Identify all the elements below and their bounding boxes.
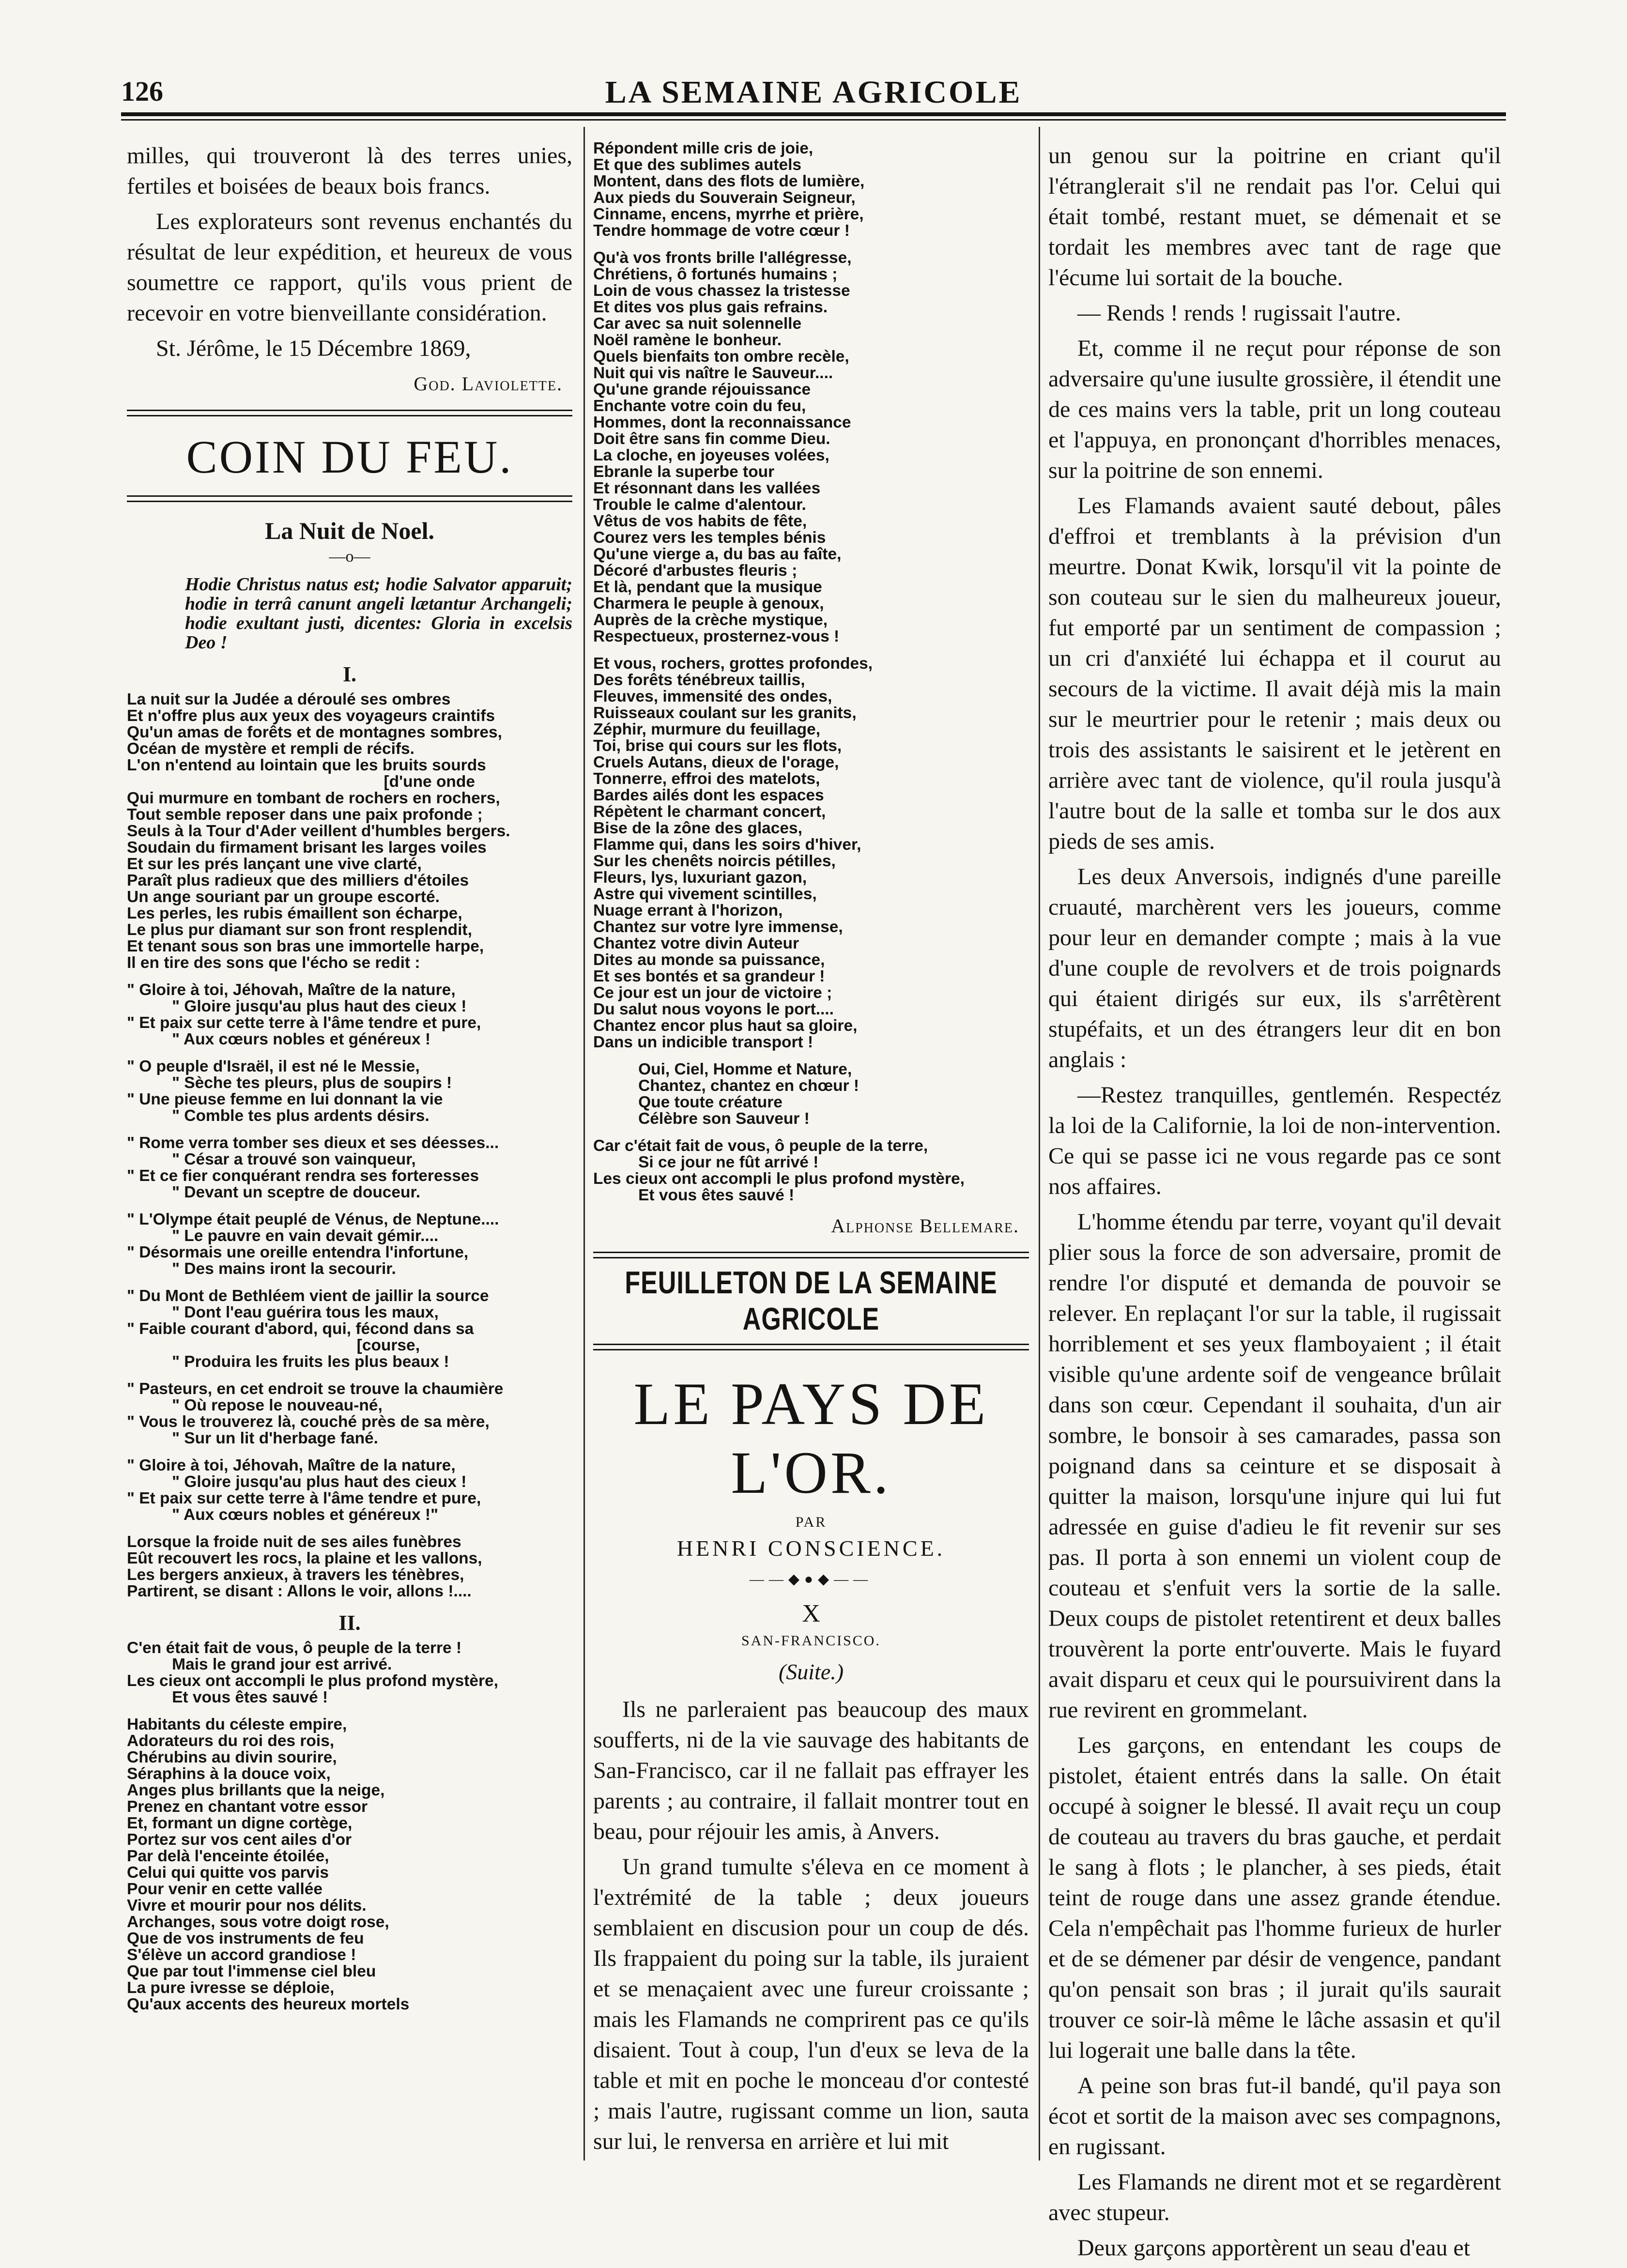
stanza: Qu'à vos fronts brille l'allégresse, Chrétiens, ô fortunés humains ; Loin de vous chassez la tristesse Et dites vos plus gais refrains. Car avec sa nuit solennelle Noël ramène le bonheur. Quels bienfaits ton ombre recèle, Nuit qui vis naître le Sauveur.... Qu'une grande réjouissance Enchante votre coin du feu, Hommes, dont la reconnaissance Doit être sans fin comme Dieu. La cloche, en joyeuses volées, Ebranle la superbe tour Et résonnant dans les vallées Trouble le calme d'alentour. Vêtus de vos habits de fête, Courez vers les temples bénis Qu'une vierge a, du bas au faîte, Décoré d'arbustes fleuris ; Et là, pendant que la musique Charmera le peuple à genoux, Auprès de la crèche mystique, Respectueux, prosternez-vous ! bbox=[593, 249, 852, 645]
novel-paragraph: Ils ne parleraient pas beaucoup des maux soufferts, ni de la vie sauvage des habitants de San-Francisco, car il ne fallait pas effrayer les parents ; au contraire, il fallait montrer tout en beau, pour réjouir les amis, à Anvers. bbox=[593, 1697, 1029, 1844]
intro-paragraph: milles, qui trouveront là des terres unies, fertiles et boisées de beaux bois francs. bbox=[127, 143, 572, 199]
stanza: " Du Mont de Bethléem vient de jaillir la source " Dont l'eau guérira tous les maux, " Faible courant d'abord, qui, fécond dans sa [course, " Produira les fruits les plus beaux ! bbox=[127, 1287, 489, 1371]
section-separator bbox=[593, 1344, 1029, 1350]
column-2 bbox=[593, 140, 1029, 2161]
stanza: La nuit sur la Judée a déroulé ses ombres Et n'offre plus aux yeux des voyageurs craintifs Qu'un amas de forêts et de montagnes sombres, Océan de mystère et rempli de récifs. L'on n'entend au lointain que les bruits sourds [d'une onde Qui murmure en tombant de rochers en rochers, Tout semble reposer dans une paix profonde ; Seuls à la Tour d'Ader veillent d'humbles bergers. Soudain du firmament brisant les larges voiles Et sur les prés lançant une vive clarté, Paraît plus radieux que des milliers d'étoiles Un ange souriant par un groupe escorté. Les perles, les rubis émaillent son écharpe, Le plus pur diamant sur son front resplendit, Et tenant sous son bras une immortelle harpe, Il en tire des sons que l'écho se redit : bbox=[127, 690, 510, 972]
stanza: Lorsque la froide nuit de ses ailes funèbres Eût recouvert les rocs, la plaine et les vallons, Les bergers anxieux, à travers les ténèbres, Partirent, se disant : Allons le voir, allons !.... bbox=[127, 1533, 482, 1600]
signature: God. Laviolette. bbox=[414, 373, 563, 395]
continuation-note: (Suite.) bbox=[778, 1659, 844, 1684]
signature: Alphonse Bellemare. bbox=[831, 1215, 1019, 1237]
page-header bbox=[121, 70, 1506, 119]
novel-paragraph: —Restez tranquilles, gentlemén. Respectéz la loi de la Californie, la loi de non-intervention. Ce qui se passe ici ne vous regarde pas ce sont nos affaires. bbox=[1048, 1082, 1501, 1199]
by-line: PAR bbox=[795, 1514, 827, 1530]
intro-dateline: St. Jérôme, le 15 Décembre 1869, bbox=[156, 336, 471, 361]
chapter-place: SAN-FRANCISCO. bbox=[741, 1633, 881, 1649]
stanza: Et vous, rochers, grottes profondes, Des forêts ténébreux taillis, Fleuves, immensité des ondes, Ruisseaux coulant sur les granits, Zéphir, murmure du feuillage, Toi, brise qui cours sur les flots, Cruels Autans, dieux de l'orage, Tonnerre, effroi des matelots, Bardes ailés dont les espaces Répètent le charmant concert, Bise de la zône des glaces, Flamme qui, dans les soirs d'hiver, Sur les chenêts noircis pétilles, Fleurs, lys, luxuriant gazon, Astre qui vivement scintilles, Nuage errant à l'horizon, Chantez sur votre lyre immense, Chantez votre divin Auteur Dites au monde sa puissance, Et ses bontés et sa grandeur ! Ce jour est un jour de victoire ; Du salut nous voyons le port.... Chantez encor plus haut sa gloire, Dans un indicible transport ! bbox=[593, 655, 873, 1051]
stanza: " Gloire à toi, Jéhovah, Maître de la nature, " Gloire jusqu'au plus haut des cieux ! " Et paix sur cette terre à l'âme tendre et pure, " Aux cœurs nobles et généreux !" bbox=[127, 1456, 481, 1524]
section-separator bbox=[127, 410, 572, 416]
stanza: Oui, Ciel, Homme et Nature, Chantez, chantez en chœur ! Que toute créature Célèbre son Sauveur ! bbox=[638, 1060, 860, 1128]
section-separator bbox=[593, 1252, 1029, 1258]
novel-paragraph: Les deux Anversois, indignés d'une pareille cruauté, marchèrent vers les joueurs, comme pour leur en demander compte ; mais à la vue d'une couple de revolvers et de trois poignards qui étaient dirigés sur eux, ils s'arrêtèrent stupéfaits, et un des étrangers leur dit en bon anglais : bbox=[1048, 864, 1501, 1073]
column-3 bbox=[1048, 140, 1501, 2268]
novel-paragraph: Et, comme il ne reçut pour réponse de son adversaire qu'une iusulte grossière, il étendit une de ces mains vers la table, prit un long couteau et l'appuya, en prononçant d'horribles menaces, sur la poitrine de son ennemi. bbox=[1048, 336, 1501, 483]
column-divider-2 bbox=[1039, 127, 1040, 2161]
stanza: " Rome verra tomber ses dieux et ses déesses... " César a trouvé son vainqueur, " Et ce fier conquérant rendra ses forteresses " Devant un sceptre de douceur. bbox=[127, 1134, 499, 1201]
header-rule bbox=[121, 112, 1506, 116]
novel-paragraph: Les garçons, en entendant les coups de pistolet, étaient entrés dans la salle. On était occupé à soigner le blessé. Il avait reçu un coup de couteau au travers du bras gauche, et perdait le sang à flots ; le plancher, à ses pieds, était teint de rouge dans une assez grande étendue. Cela n'empêchait pas l'homme furieux de hurler et de se démener par désir de vengence, pandant qu'on pensait son bras ; il jurait qu'ils saurait trouver ce soir-là même le lâche assasin et qu'il lui logerait une balle dans la tête. bbox=[1048, 1732, 1501, 2063]
novel-paragraph: Deux garçons apportèrent un seau d'eau et bbox=[1077, 2235, 1470, 2261]
stanza: " Gloire à toi, Jéhovah, Maître de la nature, " Gloire jusqu'au plus haut des cieux ! " Et paix sur cette terre à l'âme tendre et pure, " Aux cœurs nobles et généreux ! bbox=[127, 981, 481, 1048]
author: HENRI CONSCIENCE. bbox=[676, 1536, 946, 1561]
stanza: " O peuple d'Israël, il est né le Messie, " Sèche tes pleurs, plus de soupirs ! " Une pieuse femme en lui donnant la vie " Comble tes plus ardents désirs. bbox=[127, 1057, 452, 1125]
page-number: 126 bbox=[121, 76, 163, 107]
stanza: " Pasteurs, en cet endroit se trouve la chaumière " Où repose le nouveau-né, " Vous le trouverez là, couché près de sa mère, " Sur un lit d'herbage fané. bbox=[127, 1380, 504, 1447]
novel-paragraph: L'homme étendu par terre, voyant qu'il devait plier sous la force de son adversaire, promit de rendre l'or disputé et demanda de pouvoir se relever. En replaçant l'or sur la table, il rugissait horriblement et ses yeux flamboyaient ; il était visible qu'une ardente soif de vengeance brûlait dans son cœur. Cependant il souhaita, d'un air sombre, le bonsoir à ses camarades, passa son poignand dans sa ceinture et se disposait à quitter la maison, lorsqu'une injure qui lui fut adressée en guise d'adieu le fit revenir sur ses pas. Il porta à son ennemi un violent coup de couteau et s'enfuit vers la sortie de la salle. Deux coups de pistolet retentirent et deux balles trouvèrent la porte entr'ouverte. Mais le fuyard avait disparu et ceux qui le poursuivirent dans la rue revirent en grommelant. bbox=[1048, 1209, 1501, 1723]
novel-paragraph: Un grand tumulte s'éleva en ce moment à l'extrémité de la table ; deux joueurs semblaient en discusion pour un coup de dés. Ils frappaient du poing sur la table, ils juraient et se menaçaient avec une fureur croissante ; mais les Flamands ne comprirent pas ce qu'ils disaient. Tout à coup, l'un d'eux se leva de la table et mit en poche le monceau d'or contesté ; mais l'autre, rugissant comme un lion, sauta sur lui, le renversa en arrière et lui mit bbox=[593, 1854, 1029, 2154]
column-1 bbox=[127, 140, 572, 2023]
poem-title: La Nuit de Noel. bbox=[265, 517, 434, 544]
stanza: Car c'était fait de vous, ô peuple de la terre, Si ce jour ne fût arrivé ! Les cieux ont accompli le plus profond mystère, Et vous êtes sauvé ! bbox=[593, 1137, 965, 1204]
section-title: COIN DU FEU. bbox=[186, 431, 513, 483]
novel-paragraph: A peine son bras fut-il bandé, qu'il paya son écot et sortit de la maison avec ses compagnons, en rugissant. bbox=[1048, 2073, 1501, 2160]
novel-title: LE PAYS DE L'OR. bbox=[633, 1371, 989, 1506]
feuilleton-header: FEUILLETON DE LA SEMAINE AGRICOLE bbox=[625, 1265, 998, 1337]
ornament: ——◆●◆—— bbox=[749, 1571, 873, 1587]
epigraph: Hodie Christus natus est; hodie Salvator apparuit; hodie in terrâ canunt angeli lætantur Archangeli; hodie exultant justi, dicentes: Gloria in excelsis Deo ! bbox=[185, 574, 572, 653]
column-divider-1 bbox=[583, 127, 585, 2161]
intro-paragraph: Les explorateurs sont revenus enchantés du résultat de leur expédition, et heureux de vous soumettre ce rapport, qu'ils vous prient de recevoir en votre bienveillante considération. bbox=[127, 209, 572, 326]
novel-paragraph: — Rends ! rends ! rugissait l'autre. bbox=[1077, 300, 1401, 326]
part-number: I. bbox=[342, 662, 357, 686]
novel-paragraph: Les Flamands avaient sauté debout, pâles d'effroi et tremblants à la prévision d'un meurtre. Donat Kwik, lorsqu'il vit la pointe de son couteau sur le sien du malheureux joueur, fut emporté par un sentiment de compassion ; un cri d'anxiété lui échappa et il courut au secours de la victime. Il avait déjà mis la main sur le meurtrier pour le retenir ; mais deux ou trois des assistants le saisirent et le jetèrent en arrière avec tant de violence, qu'il roula jusqu'à l'autre bout de la salle et tomba sur le dos aux pieds de ses amis. bbox=[1048, 493, 1501, 854]
novel-paragraph: un genou sur la poitrine en criant qu'il l'étranglerait s'il ne rendait pas l'or. Celui qui était tombé, restant muet, se démenait et se tordait les membres avec tant de rage que l'écume lui sortait de la bouche. bbox=[1048, 143, 1501, 291]
stanza: Répondent mille cris de joie, Et que des sublimes autels Montent, dans des flots de lumière, Aux pieds du Souverain Seigneur, Cinname, encens, myrrhe et prière, Tendre hommage de votre cœur ! bbox=[593, 140, 865, 240]
chapter-number: X bbox=[802, 1600, 820, 1627]
header-rule-thin bbox=[121, 119, 1506, 121]
stanza: C'en était fait de vous, ô peuple de la terre ! Mais le grand jour est arrivé. Les cieux ont accompli le plus profond mystère, Et vous êtes sauvé ! bbox=[127, 1639, 498, 1706]
section-separator bbox=[127, 495, 572, 502]
masthead: LA SEMAINE AGRICOLE bbox=[605, 75, 1022, 110]
stanza: " L'Olympe était peuplé de Vénus, de Neptune.... " Le pauvre en vain devait gémir.... " Désormais une oreille entendra l'infortune, " Des mains iront la secourir. bbox=[127, 1211, 499, 1278]
stanza: Habitants du céleste empire, Adorateurs du roi des rois, Chérubins au divin sourire, Séraphins à la douce voix, Anges plus brillants que la neige, Prenez en chantant votre essor Et, formant un digne cortège, Portez sur vos cent ailes d'or Par delà l'enceinte étoilée, Celui qui quitte vos parvis Pour venir en cette vallée Vivre et mourir pour nos délits. Archanges, sous votre doigt rose, Que de vos instruments de feu S'élève un accord grandiose ! Que par tout l'immense ciel bleu La pure ivresse se déploie, Qu'aux accents des heureux mortels bbox=[127, 1716, 410, 2013]
part-number: II. bbox=[338, 1611, 361, 1635]
novel-paragraph: Les Flamands ne dirent mot et se regardèrent avec stupeur. bbox=[1048, 2169, 1501, 2225]
ornament: —o— bbox=[329, 548, 370, 566]
